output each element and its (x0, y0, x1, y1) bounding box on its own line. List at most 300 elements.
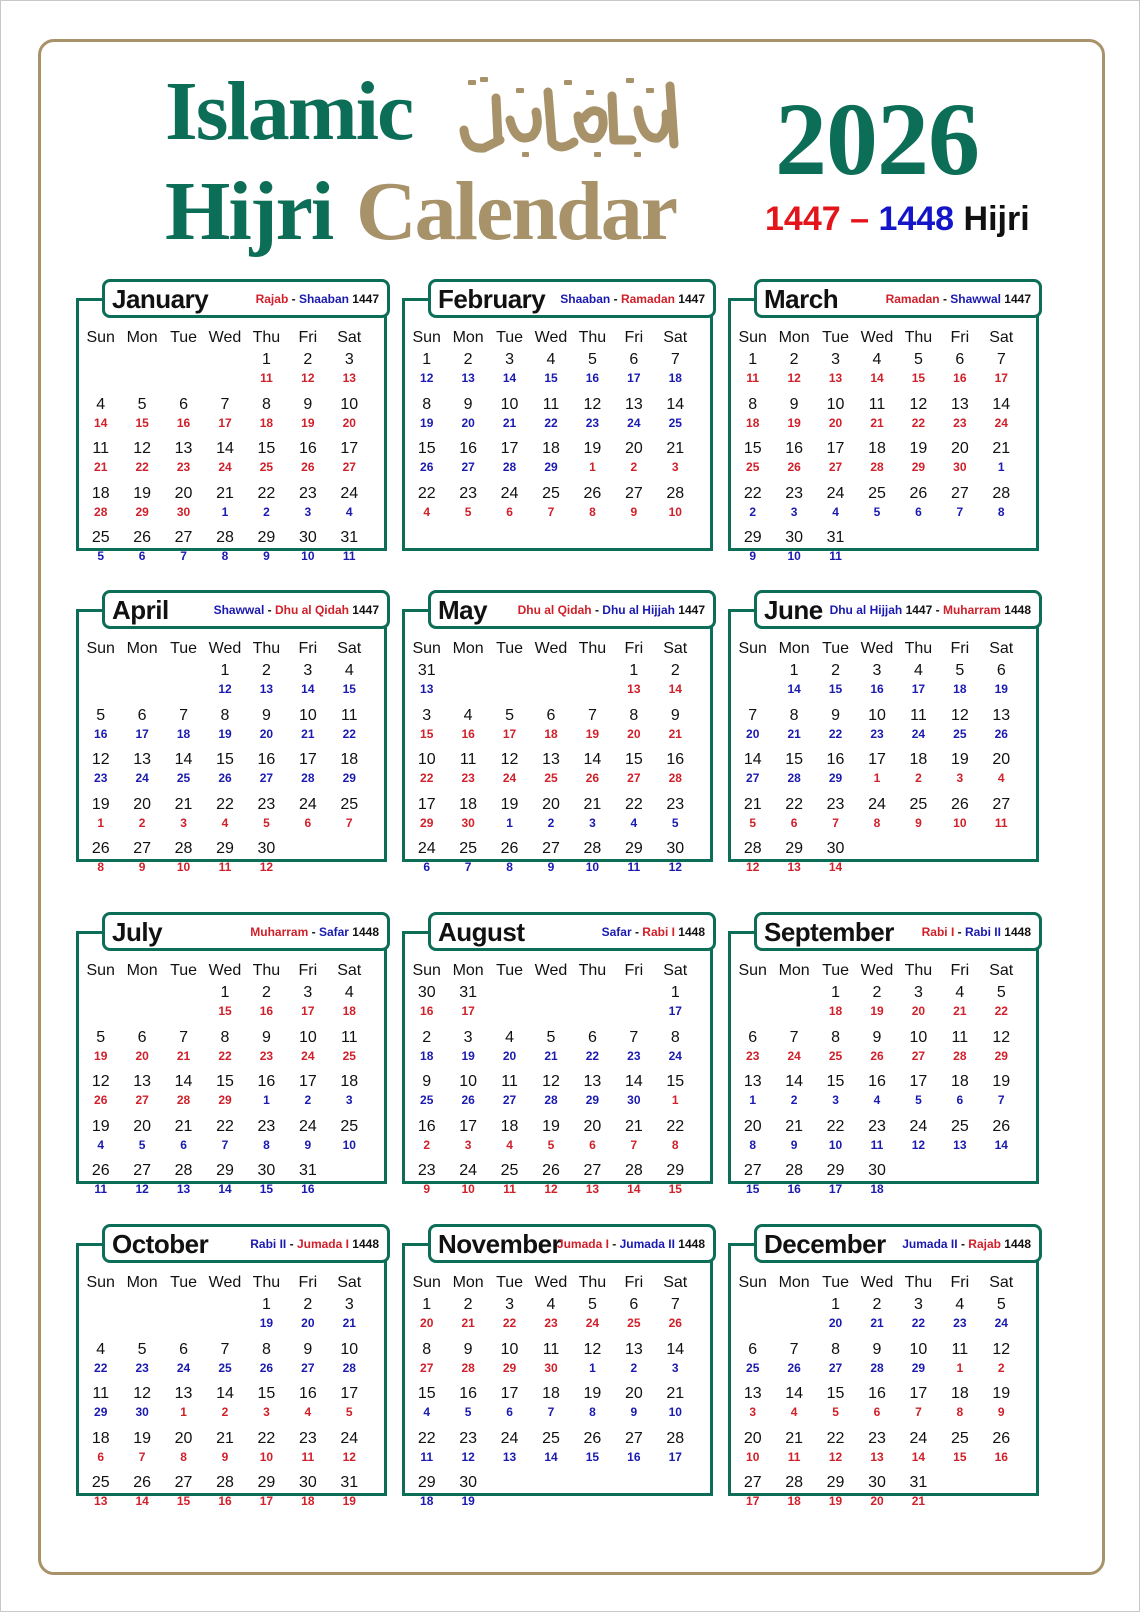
hijri-day: 2 (790, 1093, 798, 1107)
day-cell (121, 395, 162, 440)
weekday-label: Sat (663, 640, 688, 657)
gregorian-day: 21 (743, 795, 762, 813)
hijri-day: 17 (461, 1004, 475, 1018)
day-cell (447, 1072, 488, 1117)
gregorian-day: 11 (459, 751, 477, 768)
gregorian-day: 3 (831, 351, 841, 368)
gregorian-day: 12 (133, 440, 152, 457)
gregorian-day: 5 (96, 706, 106, 724)
hijri-day: 20 (746, 726, 760, 741)
day-cell (981, 1429, 1022, 1474)
gregorian-day: 2 (261, 984, 271, 1001)
hijri-months-label (902, 1237, 1031, 1251)
day-cell (121, 706, 162, 751)
gregorian-day: 26 (91, 840, 110, 857)
day-cell (815, 1340, 856, 1385)
hijri-day: 28 (870, 1360, 884, 1375)
hijri-day: 12 (668, 860, 682, 874)
day-cell (246, 1384, 287, 1429)
gregorian-day: 23 (298, 1429, 317, 1447)
weekday-label: Sun (738, 1274, 767, 1291)
hijri-day: 1 (263, 1093, 270, 1107)
day-cell (121, 1295, 162, 1340)
hijri-day: 19 (342, 1494, 356, 1508)
weekday-label: Thu (904, 1274, 933, 1291)
day-cell (655, 1340, 696, 1385)
day-cell (204, 750, 245, 795)
hijri-day: 9 (997, 1405, 1005, 1419)
day-cell (246, 983, 287, 1028)
hijri-day: 7 (997, 1093, 1005, 1107)
hijri-day: 5 (97, 549, 105, 563)
hijri-day: 20 (911, 1004, 926, 1018)
month-header (754, 590, 1042, 629)
month-name: June (764, 595, 823, 625)
hijri-day: 3 (304, 504, 312, 519)
hijri-day: 1 (589, 1360, 596, 1375)
day-cell (329, 1384, 370, 1429)
day-cell (163, 706, 204, 751)
hijri-day: 3 (671, 460, 679, 474)
gregorian-day: 29 (743, 529, 762, 546)
gregorian-day: 17 (909, 1073, 928, 1090)
day-cell (773, 439, 814, 484)
gregorian-day: 9 (303, 1340, 313, 1358)
day-cell (898, 484, 939, 529)
hijri-day: 9 (630, 504, 638, 519)
day-cell (773, 1072, 814, 1117)
day-cell (732, 1295, 773, 1340)
hijri-day: 3 (749, 1405, 757, 1419)
weekday-label: Tue (496, 1274, 524, 1291)
day-cell (981, 1072, 1022, 1117)
day-cell (287, 706, 328, 751)
hijri-months-part: - (264, 603, 275, 617)
hijri-day: 2 (630, 1360, 638, 1375)
day-cell (80, 1072, 121, 1117)
hijri-day: 10 (953, 815, 967, 830)
day-cell (613, 1028, 654, 1073)
weekday-label: Sun (86, 1274, 115, 1291)
gregorian-day: 21 (666, 440, 685, 457)
hijri-day: 12 (135, 1182, 149, 1196)
hijri-day: 21 (953, 1004, 967, 1018)
gregorian-day: 27 (992, 795, 1011, 813)
weekday-label: Thu (252, 329, 281, 346)
weekday-label: Sun (412, 1274, 441, 1291)
hijri-range-suffix: Hijri (954, 200, 1030, 238)
day-cell (530, 1161, 571, 1206)
day-cell (613, 350, 654, 395)
gregorian-day: 3 (344, 1296, 354, 1313)
gregorian-day: 28 (666, 1429, 685, 1447)
hijri-months-label (560, 292, 705, 306)
gregorian-day: 8 (629, 706, 639, 724)
gregorian-day: 13 (992, 706, 1011, 724)
gregorian-day: 12 (583, 1340, 602, 1358)
day-cell (447, 661, 488, 706)
month-card-january (76, 279, 387, 563)
day-cell (204, 661, 245, 706)
day-cell (80, 983, 121, 1028)
gregorian-day: 12 (909, 395, 928, 413)
day-cell (121, 1429, 162, 1474)
weekday-label: Mon (452, 962, 484, 979)
gregorian-day: 25 (868, 484, 886, 502)
gregorian-day: 24 (909, 1429, 928, 1447)
day-cell (406, 706, 447, 751)
hijri-day: 12 (911, 1137, 926, 1152)
hijri-months-label (557, 1237, 705, 1251)
gregorian-day: 24 (340, 1429, 359, 1447)
gregorian-day: 26 (909, 484, 928, 502)
hijri-day: 14 (218, 1182, 232, 1196)
hijri-day: 20 (461, 415, 475, 430)
month-card-december (728, 1224, 1039, 1508)
gregorian-day: 29 (257, 529, 276, 546)
hijri-day: 20 (420, 1316, 434, 1330)
gregorian-day: 22 (216, 795, 234, 813)
day-cell (815, 1384, 856, 1429)
day-cell (447, 395, 488, 440)
day-cell (489, 1295, 530, 1340)
gregorian-day: 6 (546, 706, 556, 724)
gregorian-day: 27 (133, 840, 152, 857)
hijri-day: 2 (423, 1137, 431, 1152)
day-cell (163, 484, 204, 529)
gregorian-day: 7 (220, 1340, 230, 1358)
day-cell (613, 1117, 654, 1162)
hijri-day: 21 (461, 1316, 475, 1330)
day-cell (655, 1295, 696, 1340)
gregorian-day: 26 (542, 1162, 560, 1179)
day-cell (732, 1429, 773, 1474)
day-cell (572, 1072, 613, 1117)
day-grid (732, 661, 1022, 884)
day-cell (406, 1028, 447, 1073)
month-name: November (438, 1229, 562, 1259)
day-cell (287, 1072, 328, 1117)
gregorian-day: 23 (257, 1117, 276, 1135)
day-cell (163, 750, 204, 795)
hijri-day: 1 (506, 815, 513, 830)
hijri-day: 18 (420, 1048, 434, 1063)
day-cell (530, 750, 571, 795)
gregorian-day: 21 (666, 1385, 685, 1402)
hijri-day: 15 (953, 1449, 967, 1464)
day-cell (204, 1295, 245, 1340)
hijri-day: 6 (506, 1405, 513, 1419)
day-cell (329, 350, 370, 395)
weekday-label: Tue (170, 640, 198, 657)
day-cell (939, 661, 980, 706)
gregorian-day: 10 (298, 706, 317, 724)
day-cell (856, 706, 897, 751)
gregorian-day: 3 (303, 984, 313, 1001)
gregorian-day: 22 (826, 1117, 845, 1135)
hijri-day: 22 (218, 1048, 232, 1063)
gregorian-day: 30 (298, 1474, 317, 1491)
day-cell (163, 661, 204, 706)
gregorian-day: 24 (340, 484, 359, 502)
hijri-day: 24 (135, 771, 149, 785)
gregorian-day: 25 (340, 1117, 359, 1135)
gregorian-day: 5 (996, 1296, 1006, 1313)
hijri-day: 11 (829, 549, 842, 563)
day-cell (121, 1117, 162, 1162)
gregorian-day: 13 (743, 1073, 762, 1090)
hijri-day: 19 (585, 726, 600, 741)
hijri-day: 6 (915, 504, 922, 519)
hijri-months-part: Safar (318, 925, 349, 939)
day-cell (898, 983, 939, 1028)
day-cell (732, 706, 773, 751)
gregorian-day: 16 (298, 440, 317, 457)
gregorian-day: 26 (950, 795, 969, 813)
hijri-day: 14 (787, 682, 801, 696)
hijri-day: 1 (221, 504, 229, 519)
gregorian-day: 30 (459, 1474, 478, 1491)
day-cell (329, 528, 370, 573)
weekday-label: Thu (904, 329, 933, 346)
hijri-day: 5 (547, 1137, 555, 1152)
day-cell (939, 795, 980, 840)
hijri-months-part: 1447 (348, 603, 379, 617)
hijri-months-part: 1447 (674, 603, 705, 617)
day-cell (406, 395, 447, 440)
hijri-months-part: Rabi II (250, 1237, 287, 1251)
hijri-day: 14 (994, 1137, 1008, 1152)
day-cell (655, 1384, 696, 1429)
gregorian-day: 19 (950, 751, 969, 768)
day-cell (773, 528, 814, 573)
hijri-day: 22 (94, 1360, 108, 1375)
hijri-day: 29 (502, 1360, 517, 1375)
hijri-day: 24 (585, 1316, 600, 1330)
gregorian-day: 27 (950, 484, 969, 502)
day-cell (80, 750, 121, 795)
gregorian-day: 12 (542, 1073, 560, 1090)
hijri-day: 30 (627, 1093, 641, 1107)
day-cell (406, 661, 447, 706)
gregorian-day: 24 (417, 840, 436, 857)
gregorian-day: 13 (542, 751, 560, 768)
gregorian-day: 7 (179, 1028, 189, 1046)
day-cell (732, 839, 773, 884)
hijri-day: 4 (506, 1137, 513, 1152)
hijri-day: 17 (994, 371, 1008, 385)
day-cell (530, 983, 571, 1028)
hijri-day: 20 (259, 726, 274, 741)
hijri-day: 11 (94, 1182, 108, 1196)
hijri-day: 5 (464, 1405, 472, 1419)
day-grid (732, 983, 1022, 1206)
gregorian-day: 12 (500, 751, 519, 768)
gregorian-day: 28 (624, 1162, 643, 1179)
weekday-label: Wed (534, 1274, 568, 1291)
gregorian-day: 28 (216, 1474, 234, 1491)
gregorian-day: 31 (417, 662, 436, 679)
gregorian-day: 14 (666, 1340, 685, 1358)
gregorian-day: 16 (868, 1385, 886, 1402)
gregorian-day: 30 (298, 529, 317, 546)
hijri-months-part: Ramadan (620, 292, 675, 306)
day-cell (287, 750, 328, 795)
hijri-day: 17 (668, 1449, 682, 1464)
day-cell (406, 484, 447, 529)
hijri-day: 15 (828, 682, 843, 696)
hijri-day: 7 (180, 549, 187, 563)
gregorian-day: 4 (872, 351, 882, 368)
day-cell (489, 750, 530, 795)
weekday-label: Mon (452, 1274, 484, 1291)
day-cell (406, 1117, 447, 1162)
day-cell (406, 439, 447, 484)
gregorian-day: 14 (174, 1073, 193, 1090)
day-cell (939, 350, 980, 395)
gregorian-day: 10 (340, 1340, 359, 1358)
gregorian-day: 27 (174, 1474, 193, 1491)
weekday-label: Mon (778, 640, 810, 657)
day-cell (530, 1340, 571, 1385)
hijri-day: 11 (218, 860, 232, 874)
day-cell (530, 395, 571, 440)
day-cell (163, 839, 204, 884)
day-cell (489, 706, 530, 751)
day-cell (815, 1072, 856, 1117)
day-cell (489, 661, 530, 706)
gregorian-day: 6 (629, 351, 639, 368)
hijri-months-part: Shawwal (213, 603, 265, 617)
gregorian-day: 28 (992, 484, 1011, 502)
day-cell (815, 839, 856, 884)
hijri-day: 9 (749, 549, 757, 563)
weekday-label: Mon (126, 640, 158, 657)
gregorian-day: 4 (913, 662, 923, 679)
day-cell (121, 439, 162, 484)
day-cell (981, 1028, 1022, 1073)
day-cell (204, 706, 245, 751)
hijri-day: 5 (671, 815, 679, 830)
day-cell (406, 983, 447, 1028)
hijri-day: 21 (870, 415, 884, 430)
day-cell (287, 1028, 328, 1073)
day-cell (121, 661, 162, 706)
hijri-day: 12 (787, 371, 801, 385)
gregorian-day: 7 (748, 706, 758, 724)
weekday-header (406, 329, 696, 349)
title-hijri: Hijri (165, 165, 333, 258)
day-cell (406, 350, 447, 395)
day-cell (406, 839, 447, 884)
gregorian-day: 5 (505, 706, 515, 724)
hijri-day: 10 (301, 549, 315, 563)
day-cell (815, 661, 856, 706)
hijri-day: 14 (668, 682, 682, 696)
day-cell (613, 1295, 654, 1340)
hijri-day: 29 (911, 460, 926, 474)
day-cell (572, 661, 613, 706)
gregorian-day: 2 (831, 662, 841, 679)
day-cell (898, 350, 939, 395)
gregorian-day: 14 (583, 751, 602, 768)
gregorian-day: 3 (505, 1296, 515, 1313)
hijri-day: 9 (221, 1449, 229, 1464)
day-cell (287, 350, 328, 395)
hijri-day: 1 (589, 460, 596, 474)
gregorian-day: 12 (992, 1340, 1011, 1358)
gregorian-day: 25 (500, 1162, 519, 1179)
gregorian-day: 7 (670, 1296, 680, 1313)
gregorian-day: 11 (340, 1028, 358, 1046)
weekday-label: Sat (337, 329, 362, 346)
day-cell (204, 1117, 245, 1162)
hijri-day: 20 (135, 1048, 149, 1063)
gregorian-day: 29 (257, 1474, 276, 1491)
hijri-day: 21 (176, 1048, 191, 1063)
gregorian-day: 4 (96, 1340, 106, 1358)
hijri-day: 27 (911, 1048, 926, 1063)
gregorian-day: 22 (666, 1117, 685, 1135)
hijri-day: 28 (544, 1093, 558, 1107)
hijri-day: 25 (342, 1048, 356, 1063)
hijri-day: 18 (828, 1004, 843, 1018)
gregorian-day: 4 (463, 706, 473, 724)
weekday-label: Fri (624, 329, 644, 346)
weekday-label: Mon (126, 962, 158, 979)
hijri-months-part: Jumada II (902, 1237, 958, 1251)
day-cell (121, 528, 162, 573)
gregorian-day: 14 (743, 751, 762, 768)
gregorian-day: 23 (459, 484, 478, 502)
day-cell (939, 439, 980, 484)
month-card-september (728, 912, 1039, 1196)
gregorian-day: 29 (216, 1162, 234, 1179)
gregorian-day: 1 (831, 1296, 841, 1313)
day-cell (406, 1473, 447, 1518)
weekday-label: Wed (534, 640, 568, 657)
day-cell (856, 1295, 897, 1340)
day-cell (732, 1340, 773, 1385)
gregorian-day: 17 (826, 440, 845, 457)
gregorian-day: 31 (826, 529, 845, 546)
hijri-day: 1 (997, 460, 1005, 474)
gregorian-day: 20 (174, 1429, 193, 1447)
gregorian-day: 1 (422, 351, 432, 368)
gregorian-day: 15 (666, 1073, 685, 1090)
gregorian-day: 20 (542, 795, 560, 813)
gregorian-day: 30 (257, 840, 276, 857)
day-cell (732, 1384, 773, 1429)
weekday-label: Mon (126, 1274, 158, 1291)
day-cell (613, 1384, 654, 1429)
month-card-may (402, 590, 713, 874)
month-header (428, 912, 716, 951)
gregorian-day: 10 (868, 706, 886, 724)
weekday-label: Thu (578, 1274, 607, 1291)
hijri-day: 25 (828, 1048, 843, 1063)
day-cell (981, 706, 1022, 751)
weekday-header (80, 962, 370, 982)
hijri-day: 10 (176, 860, 191, 874)
day-cell (406, 1295, 447, 1340)
hijri-day: 21 (870, 1316, 884, 1330)
hijri-day: 22 (911, 415, 926, 430)
gregorian-day: 15 (624, 751, 643, 768)
day-cell (163, 1295, 204, 1340)
hijri-day: 26 (585, 771, 600, 785)
day-cell (447, 350, 488, 395)
